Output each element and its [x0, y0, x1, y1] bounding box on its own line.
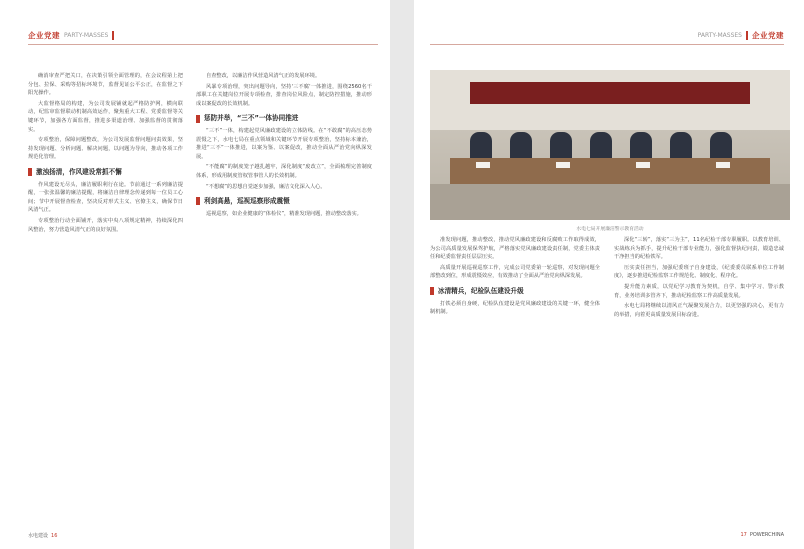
right-page-header: [694, 28, 784, 42]
paragraph: 高质量开展巡视巡察工作，完成公司党委第一轮巡察，对发现问题全部整改到位，形成震慑效应，有效推动了全面从严治党向纵深发展。: [430, 264, 600, 280]
section-title: 利剑高悬，巡视巡察形成震慑: [204, 197, 290, 206]
section-mark: [28, 168, 32, 176]
paragraph: “不想腐”的思想自觉逐步加强，廉洁文化深入人心。: [206, 183, 326, 190]
header-rule: [28, 44, 378, 45]
paragraph: 深化“三转”，落实“三为主”，11名纪检干部专职履职。以教育培训、实战练兵为抓手，提升纪检干部专业能力，强化监督执纪问责，锻造忠诚干净担当的纪检铁军。: [614, 237, 784, 261]
header-label: 企业党建: [752, 30, 784, 40]
left-footer: [28, 532, 60, 539]
left-page-header: [28, 28, 114, 42]
meeting-photo: [430, 70, 790, 220]
photo-banner: [470, 82, 750, 104]
left-col-2: [196, 72, 372, 220]
left-page: [0, 0, 390, 549]
paragraph: “三不”一体，构建起党风廉政建设的立体防线。在“不敢腐”的高压态势震慑之下，水电七局在重点领域和关键环节开展专项整治，坚持标本兼治，推进“三不”一体推进，以案为鉴、以案促改，推动全面从严治党向纵深发展。: [196, 127, 372, 160]
header-bar: [746, 31, 748, 40]
section-heading: [28, 168, 183, 177]
section-heading: [196, 197, 372, 206]
paragraph: 大监督格局的构建，为公司发展铺就起严格防护网，横向联动，纪监审监督联动机制高效运作，聚焦重大工程、党委监督等关键环节，加强各方面监督，推进多渠道治理、加强监督的贯彻落实。: [28, 100, 183, 133]
photo-floor: [430, 184, 790, 220]
paragraph: 风暴专项治理，突出问题导向，坚持'三不腐'一体推进，围绕2560名干部职工在关键岗位开展专项检查，排查岗位风险点，制定防控措施，推动形成以案促改的长效机制。: [196, 83, 372, 107]
paragraph: 巡视巡察，如企业健康的“体检仪”，精准发现问题，推动整改落实。: [206, 210, 362, 217]
header-rule: [430, 44, 784, 45]
section-heading: [196, 114, 372, 123]
paragraph: 打铁必须自身硬，纪检队伍建设是党风廉政建设的关键一环，健全体制机制。: [430, 300, 600, 316]
right-col-2: [614, 236, 784, 321]
header-bar: [112, 31, 114, 40]
paragraph: 专项整治行动全面铺开，落实中央八项规定精神，持续深化四风整治，努力营造风清气正的良好氛围。: [28, 217, 183, 233]
paragraph: 专项整治，保障问题整改，为公司发展监督问题问责效果，坚持发现问题、分析问题、解决问题，以问题为导向，推动各项工作规范化管理。: [28, 137, 183, 161]
paragraph: 作风建设无尽头，廉洁履职利行在途。节前通过一系列廉洁提醒，一张张温馨的廉洁提醒，将廉洁自律理念传递到每一位员工心间；节中开展督查检查，坚决反对形式主义、官僚主义，确保节日风清气正。: [28, 181, 183, 214]
page-number: 16: [51, 532, 58, 539]
paragraph: 确消审查严把关口，在决策引领全面管理的，在会议程第上把分包、拉保、采购等招标环境节，监督见证公平公正，在监督之下阳光操作。: [28, 73, 183, 97]
paragraph: 压实责任担当，加强纪委班子自身建设，《纪委委员联系单位工作制度》，逐步推进纪检监察工作规范化、制度化、程序化。: [614, 264, 784, 280]
paragraph: 准发现问题，推动整改，推动党风廉政建设和反腐败工作取得成效，为公司高质量发展保驾护航，严格落实党风廉政建设责任制，党委主体责任和纪委监督责任层层压实。: [430, 237, 600, 261]
right-col-1: [430, 236, 600, 319]
section-title: 冰清精兵，纪检队伍建设升级: [438, 286, 524, 295]
paragraph: 自查整改，以廉洁作风营造风清气正的发展环境。: [206, 73, 321, 79]
page-spine: [390, 0, 414, 549]
section-mark: [430, 287, 434, 295]
section-title: 激浊扬清，作风建设常抓不懈: [36, 167, 122, 176]
section-mark: [196, 115, 200, 123]
photo-paper: [716, 162, 730, 168]
page-number: 17: [740, 532, 747, 538]
photo-paper: [636, 162, 650, 168]
header-label: 企业党建: [28, 30, 60, 40]
header-sub: PARTY-MASSES: [64, 31, 109, 39]
photo-caption: 水电七局开展廉洁警示教育活动: [576, 227, 644, 232]
section-heading: [430, 287, 600, 296]
header-sub: PARTY-MASSES: [697, 31, 742, 39]
left-col-1: [28, 72, 183, 236]
photo-paper: [476, 162, 490, 168]
footer-brand: 水电建设: [28, 533, 49, 539]
section-mark: [196, 197, 200, 205]
paragraph: 水电七局将继续以清风正气凝聚发展合力，以更坚强的决心，更有力的举措，向着更高质量发展目标奋进。: [614, 303, 784, 318]
photo-paper: [556, 162, 570, 168]
footer-brand: POWERCHINA: [749, 532, 784, 538]
paragraph: “不能腐”的制度笼子越扎越牢，深化制度“废改立”，全面梳理完善制度体系，形成用制度管权管事管人的长效机制。: [196, 164, 372, 179]
right-footer: [737, 532, 784, 538]
section-title: 惩防并举，“三不”一体协同推进: [204, 114, 299, 123]
paragraph: 提升能力素质，以党纪学习教育为契机，自学、集中学习、警示教育，业务培训多管齐下，推动纪检监察工作高质量发展。: [614, 283, 784, 299]
